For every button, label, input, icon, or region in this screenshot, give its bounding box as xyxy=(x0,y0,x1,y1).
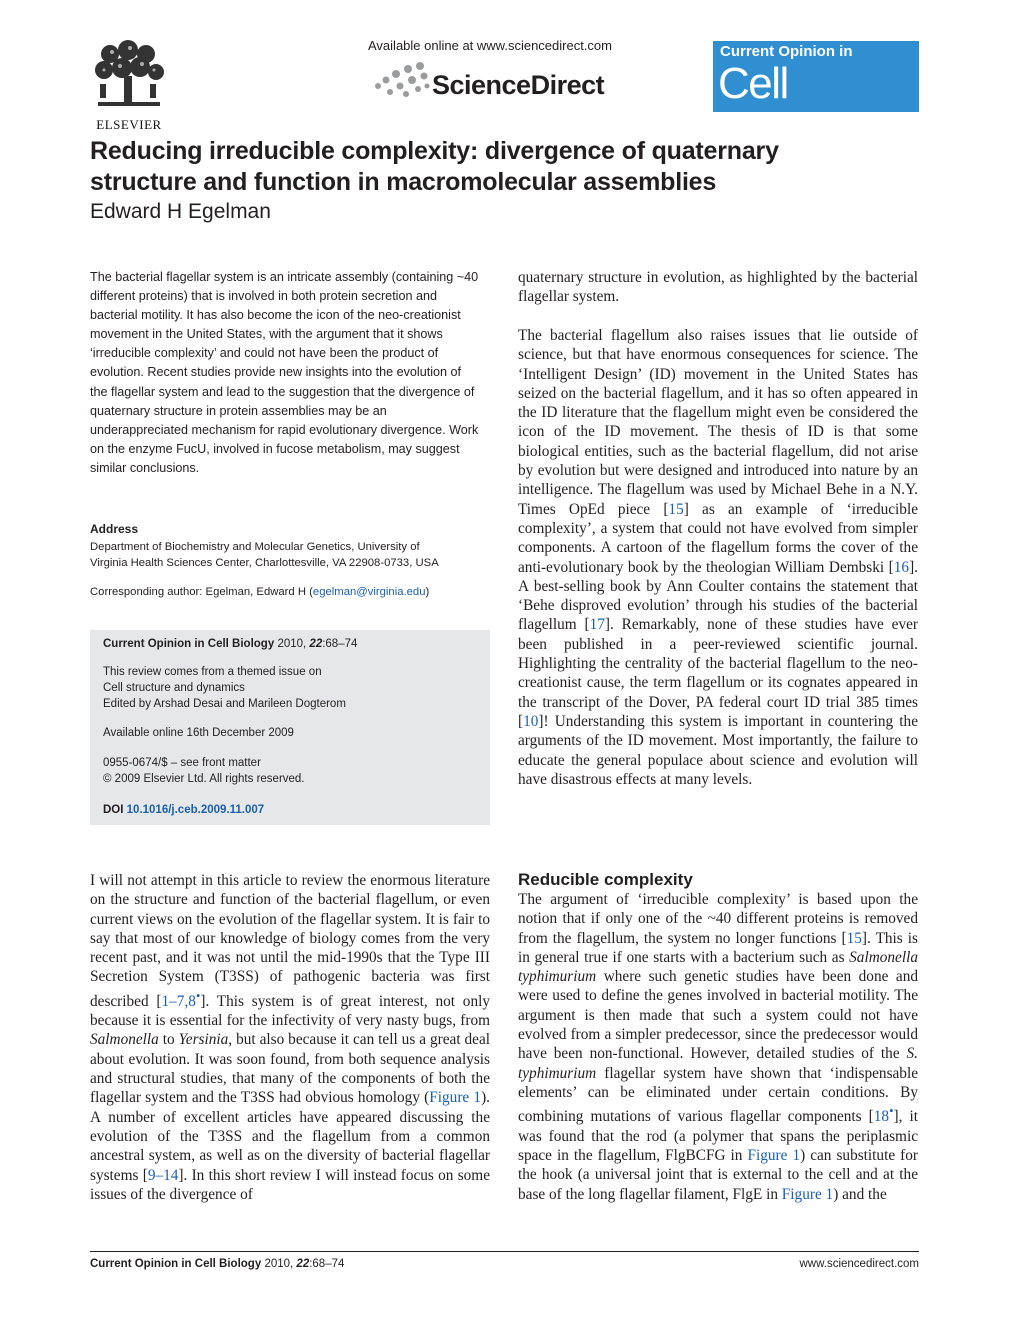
citation-link[interactable]: 9–14 xyxy=(147,1166,179,1184)
abstract: The bacterial flagellar system is an intricate assembly (containing ~40 different proteins) that is involved in both protein secretion and bacterial motility. It has also become the icon of the neo-creationist movement in the United States, with the argument that it shows ‘irreducible complexity’ and could not have been the product of evolution. Recent studies provide new insights into the evolution of the flagellar system and lead to the suggestion that the divergence of quaternary structure in protein assemblies may be an underappreciated mechanism for rapid evolutionary divergence. Work on the enzyme FucU, involved in fucose metabolism, may suggest similar conclusions. xyxy=(90,270,479,475)
doi-link[interactable]: 10.1016/j.ceb.2009.11.007 xyxy=(126,804,265,816)
infobox-rights xyxy=(103,755,305,787)
sciencedirect-wordmark: ScienceDirect xyxy=(432,70,605,100)
text-span: ]. This system is of great interest, not only because it is essential for the infectivity of very nasty bugs, from xyxy=(90,992,491,1030)
citation-link[interactable]: 18 xyxy=(873,1108,890,1126)
footer-volume: 22 xyxy=(296,1258,310,1270)
body-right-paragraph-1: quaternary structure in evolution, as highlighted by the bacterial flagellar system. xyxy=(518,269,918,306)
text-span: ]. A best-selling book by Ann Coulter contains the statement that ‘Behe disproved evolution’ through his studies of the bacterial flagellum [ xyxy=(518,558,918,634)
figure-link[interactable]: Figure 1 xyxy=(429,1089,482,1107)
email-link[interactable]: egelman@virginia.edu xyxy=(312,586,426,598)
citation-link[interactable]: 10 xyxy=(523,712,539,730)
infobox-citation xyxy=(103,638,357,650)
infobox-year: 2010, xyxy=(277,638,307,650)
citation-mark: • xyxy=(195,988,201,1003)
footer-journal: Current Opinion in Cell Biology xyxy=(90,1258,262,1270)
body-paragraph-3 xyxy=(518,890,918,1204)
infobox-doi xyxy=(103,804,264,816)
infobox-themed xyxy=(103,664,346,712)
themed-line-2: Cell structure and dynamics xyxy=(103,682,245,694)
body-right-paragraph-2 xyxy=(518,326,918,789)
elsevier-tree-icon xyxy=(90,40,168,110)
text-span: , but also because it can tell us a great deal about evolution. It was soon found, from both sequence analysis and structural studies, that many of the components of both the flagellar system and the T3SS had obvious homology ( xyxy=(90,1031,491,1107)
infobox-copyright: © 2009 Elsevier Ltd. All rights reserved. xyxy=(103,773,305,785)
text-span: ) can substitute for the hook (a universal joint that is external to the cell and at the base of the long flagellar filament, FlgE in xyxy=(518,1146,918,1203)
body-paragraph-1 xyxy=(90,871,490,1204)
elsevier-logo xyxy=(88,40,170,132)
author-name: Edward H Egelman xyxy=(90,200,271,223)
citation-link[interactable]: 1–7,8 xyxy=(161,992,196,1010)
citation-link[interactable]: 15 xyxy=(668,500,684,518)
corresponding-suffix: ) xyxy=(425,586,430,598)
body-paragraph-2 xyxy=(518,326,918,789)
citation-mark: • xyxy=(889,1104,894,1119)
address-line-1: Department of Biochemistry and Molecular Genetics, University of xyxy=(90,541,420,553)
address-line-2: Virginia Health Sciences Center, Charlottesville, VA 22908-0733, USA xyxy=(90,557,439,569)
footer-citation xyxy=(90,1258,344,1270)
section-heading: Reducible complexity xyxy=(518,870,693,889)
body-right-paragraph-3 xyxy=(518,890,918,1204)
text-span: where such genetic studies have been done and were used to define the genes involved in bacterial motility. The argument is then made that such a system could not have evolved from a simpler predecessor, since the predecessor would have been non-functional. However, detailed studies of the xyxy=(518,968,918,1063)
footer-website[interactable]: www.sciencedirect.com xyxy=(799,1258,919,1270)
article-info-box xyxy=(90,630,490,825)
journal-logo-line2: Cell Biology xyxy=(718,59,852,158)
footer-pages: :68–74 xyxy=(309,1258,345,1270)
text-span: ]. Remarkably, none of these studies have ever been published in a peer-reviewed scientific journal. Highlighting the centrality of the bacterial flagellum to the neo-creationist cause, the term flagellum or its cognates appeared in the transcript of the Dover, PA federal court ID trial 385 times [ xyxy=(518,616,918,730)
infobox-issn: 0955-0674/$ – see front matter xyxy=(103,757,261,769)
figure-link[interactable]: Figure 1 xyxy=(781,1185,834,1203)
citation-link[interactable]: 17 xyxy=(589,616,605,634)
text-span: The bacterial flagellum also raises issues that lie outside of science, but that have enormous consequences for science. The ‘Intelligent Design’ (ID) movement in the United States has seized on the bacterial flagellum, and it has so often appeared in the ID literature that the flagellum might even be considered the icon of the ID movement. The thesis of ID is that some biological entities, such as the bacterial flagellum, did not arise by evolution but were designed and introduced into nature by an intelligence. The flagellum was used by Michael Behe in a N.Y. Times OpEd piece [ xyxy=(518,327,918,518)
elsevier-wordmark: ELSEVIER xyxy=(96,117,162,132)
journal-logo xyxy=(713,41,919,158)
corresponding-author xyxy=(90,586,490,598)
infobox-pages: :68–74 xyxy=(322,638,358,650)
available-online-text: Available online at www.sciencedirect.com xyxy=(368,38,612,53)
italic-term: Salmonella xyxy=(90,1031,159,1049)
address-label: Address xyxy=(90,522,139,536)
infobox-available: Available online 16th December 2009 xyxy=(103,727,294,739)
citation-link[interactable]: 15 xyxy=(846,929,862,947)
themed-line-1: This review comes from a themed issue on xyxy=(103,666,322,678)
text-span: ], it was found that the rod (a polymer that spans the periplasmic space in the flagellum, FlgBCFG in xyxy=(518,1108,918,1164)
text-span: ]! Understanding this system is important in countering the arguments of the ID movement. Most importantly, the failure to educate the general populace about science and evolution will have disastrous effects at many levels. xyxy=(518,712,918,788)
footer-divider xyxy=(90,1251,919,1252)
sciencedirect-logo xyxy=(372,58,632,104)
infobox-volume: 22 xyxy=(309,638,323,650)
title-line-1: Reducing irreducible complexity: divergence of quaternary xyxy=(90,137,779,165)
text-span: The argument of ‘irreducible complexity’ is based upon the notion that if only one of the ~40 different proteins is removed from the flagellum, the system no longer functions [ xyxy=(518,891,918,947)
corresponding-prefix: Corresponding author: Egelman, Edward H ( xyxy=(90,586,313,598)
themed-line-3: Edited by Arshad Desai and Marileen Dogterom xyxy=(103,698,346,710)
address xyxy=(90,539,490,571)
journal-logo-line1: Current Opinion in xyxy=(720,43,853,60)
body-left-column xyxy=(90,871,490,1204)
italic-term: S. typhimurium xyxy=(518,1045,918,1082)
text-span: ). A number of excellent articles have appeared discussing the evolution of the T3SS and the flagellum from a common ancestral system, as well as on the diversity of bacterial flagellar systems [ xyxy=(90,1089,490,1184)
footer-year: 2010, xyxy=(264,1258,294,1270)
text-span: ]. In this short review I will instead focus on some issues of the divergence of xyxy=(90,1166,490,1203)
doi-label: DOI xyxy=(103,804,124,816)
infobox-journal: Current Opinion in Cell Biology xyxy=(103,638,275,650)
italic-term: Salmonella typhimurium xyxy=(518,948,918,986)
italic-term: Yersinia xyxy=(178,1031,229,1049)
title-line-2: structure and function in macromolecular assemblies xyxy=(90,168,717,196)
text-span: to xyxy=(158,1031,179,1049)
text-span: ] as an example of ‘irreducible complexity’, a system that could not have evolved from simpler components. A cartoon of the flagellum forms the cover of the anti-evolutionary book by the theologian William Dembski [ xyxy=(518,500,918,576)
article-title xyxy=(90,136,890,198)
text-span: ]. This is in general true if one starts with a bacterium such as xyxy=(518,929,918,966)
citation-link[interactable]: 16 xyxy=(893,558,910,576)
text-span: I will not attempt in this article to review the enormous literature on the structure and function of the bacterial flagellum, or even current views on the evolution of the flagellar system. It is fair to say that most of our knowledge of biology comes from the very recent past, and it was not until the mid-1990s that the Type III Secretion System (T3SS) of pathogenic bacteria was first described [ xyxy=(90,872,490,1010)
text-span: flagellar system have shown that ‘indispensable elements’ can be eliminated under certain conditions. By combining mutations of various flagellar components [ xyxy=(518,1064,918,1126)
text-span: ) and the xyxy=(833,1185,887,1203)
figure-link[interactable]: Figure 1 xyxy=(747,1146,801,1164)
sciencedirect-dots-icon xyxy=(372,60,430,100)
